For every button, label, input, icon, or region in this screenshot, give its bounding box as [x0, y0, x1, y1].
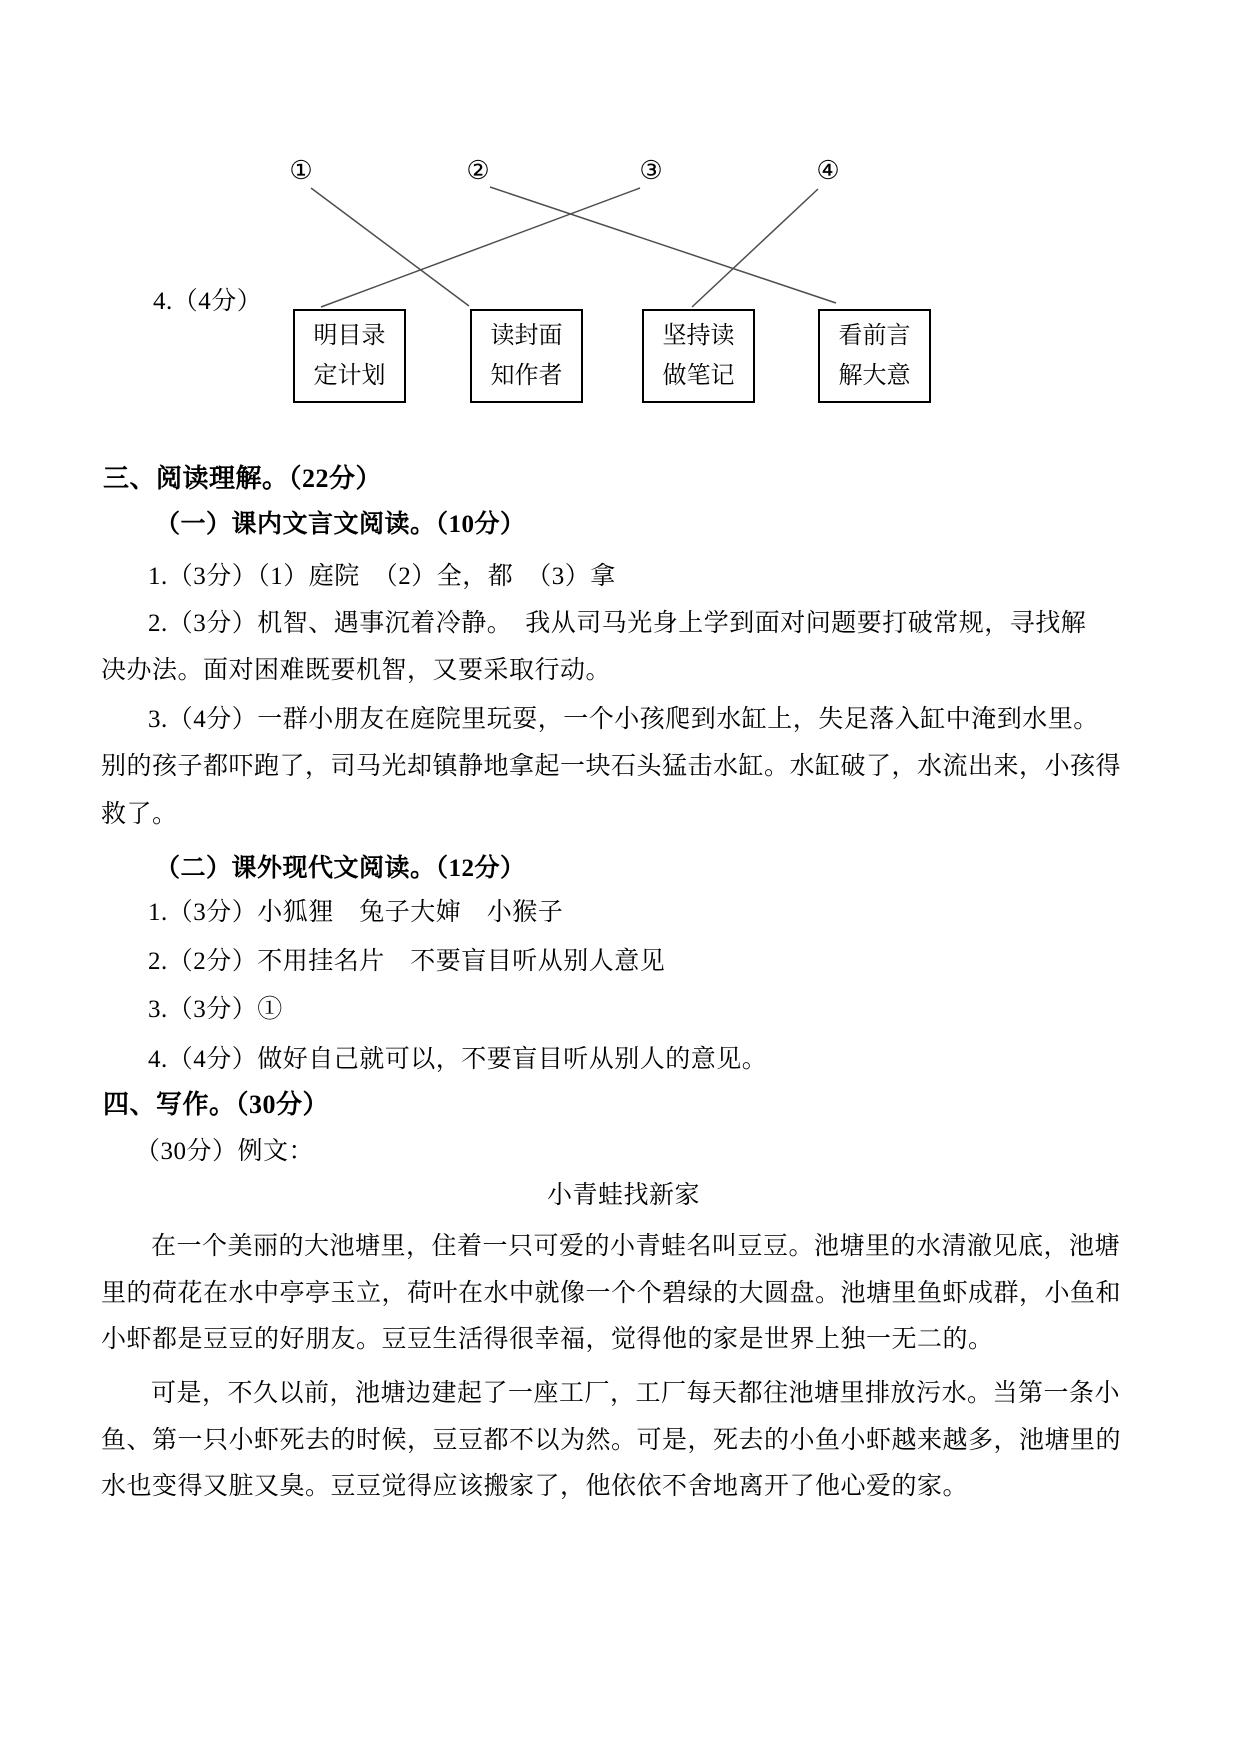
circled-number-2: ② [466, 156, 490, 185]
answer-classical-3-line3: 救了。 [101, 801, 178, 828]
section-heading-reading: 三、阅读理解。（22分） [103, 464, 383, 493]
answer-classical-1: 1.（3分）（1）庭院 （2）全，都 （3）拿 [148, 563, 616, 590]
match-box-1-line2: 定计划 [313, 362, 386, 389]
essay-paragraph2-line3: 水也变得又脏又臭。豆豆觉得应该搬家了，他依依不舍地离开了他心爱的家。 [101, 1473, 969, 1500]
match-line-1-to-box2 [311, 188, 469, 306]
matching-question-label: 4.（4分） [153, 288, 263, 315]
match-box-3-line1: 坚持读 [662, 322, 735, 349]
match-box-4-line1: 看前言 [838, 322, 911, 349]
essay-paragraph1-line2: 里的荷花在水中亭亭玉立，荷叶在水中就像一个个碧绿的大圆盘。池塘里鱼虾成群，小鱼和 [101, 1280, 1122, 1307]
circled-number-4: ④ [816, 156, 840, 185]
subsection-heading-modern: （二）课外现代文阅读。（12分） [155, 855, 526, 882]
match-box-4 [818, 309, 931, 403]
circled-number-1: ① [289, 156, 313, 185]
match-box-2 [470, 309, 583, 403]
answer-modern-1: 1.（3分）小狐狸 兔子大婶 小猴子 [148, 899, 564, 926]
essay-paragraph2-line1: 可是，不久以前，池塘边建起了一座工厂，工厂每天都往池塘里排放污水。当第一条小 [151, 1380, 1121, 1407]
match-box-1 [293, 309, 406, 403]
answer-classical-3-line1: 3.（4分）一群小朋友在庭院里玩耍，一个小孩爬到水缸上，失足落入缸中淹到水里。 [148, 706, 1099, 733]
match-line-4-to-box3 [692, 189, 818, 307]
match-line-2-to-box4 [490, 187, 836, 303]
match-box-4-line2: 解大意 [838, 362, 911, 389]
answer-classical-3-line2: 别的孩子都吓跑了，司马光却镇静地拿起一块石头猛击水缸。水缸破了，水流出来，小孩得 [101, 753, 1122, 780]
essay-paragraph1-line1: 在一个美丽的大池塘里，住着一只可爱的小青蛙名叫豆豆。池塘里的水清澈见底，池塘 [151, 1233, 1121, 1260]
match-box-2-line2: 知作者 [490, 362, 563, 389]
matching-diagram-lines [0, 0, 1240, 420]
essay-paragraph2-line2: 鱼、第一只小虾死去的时候，豆豆都不以为然。可是，死去的小鱼小虾越来越多，池塘里的 [101, 1427, 1122, 1454]
match-box-3 [642, 309, 755, 403]
answer-modern-2: 2.（2分）不用挂名片 不要盲目听从别人意见 [148, 948, 666, 975]
section-heading-writing: 四、写作。（30分） [103, 1090, 330, 1119]
writing-score-subline: （30分）例文： [135, 1138, 315, 1165]
match-box-3-line2: 做笔记 [662, 362, 735, 389]
answer-classical-2-line2: 决办法。面对困难既要机智，又要采取行动。 [101, 657, 612, 684]
subsection-heading-classical: （一）课内文言文阅读。（10分） [155, 511, 526, 538]
answer-modern-4: 4.（4分）做好自己就可以，不要盲目听从别人的意见。 [148, 1046, 768, 1073]
match-box-1-line1: 明目录 [313, 322, 386, 349]
essay-title: 小青蛙找新家 [547, 1182, 701, 1209]
match-line-3-to-box1 [321, 188, 640, 307]
match-box-2-line1: 读封面 [490, 322, 563, 349]
answer-modern-3: 3.（3分）① [148, 996, 283, 1023]
answer-classical-2-line1: 2.（3分）机智、遇事沉着冷静。 我从司马光身上学到面对问题要打破常规，寻找解 [148, 610, 1087, 637]
essay-paragraph1-line3: 小虾都是豆豆的好朋友。豆豆生活得很幸福，觉得他的家是世界上独一无二的。 [101, 1326, 994, 1353]
circled-number-3: ③ [639, 156, 663, 185]
